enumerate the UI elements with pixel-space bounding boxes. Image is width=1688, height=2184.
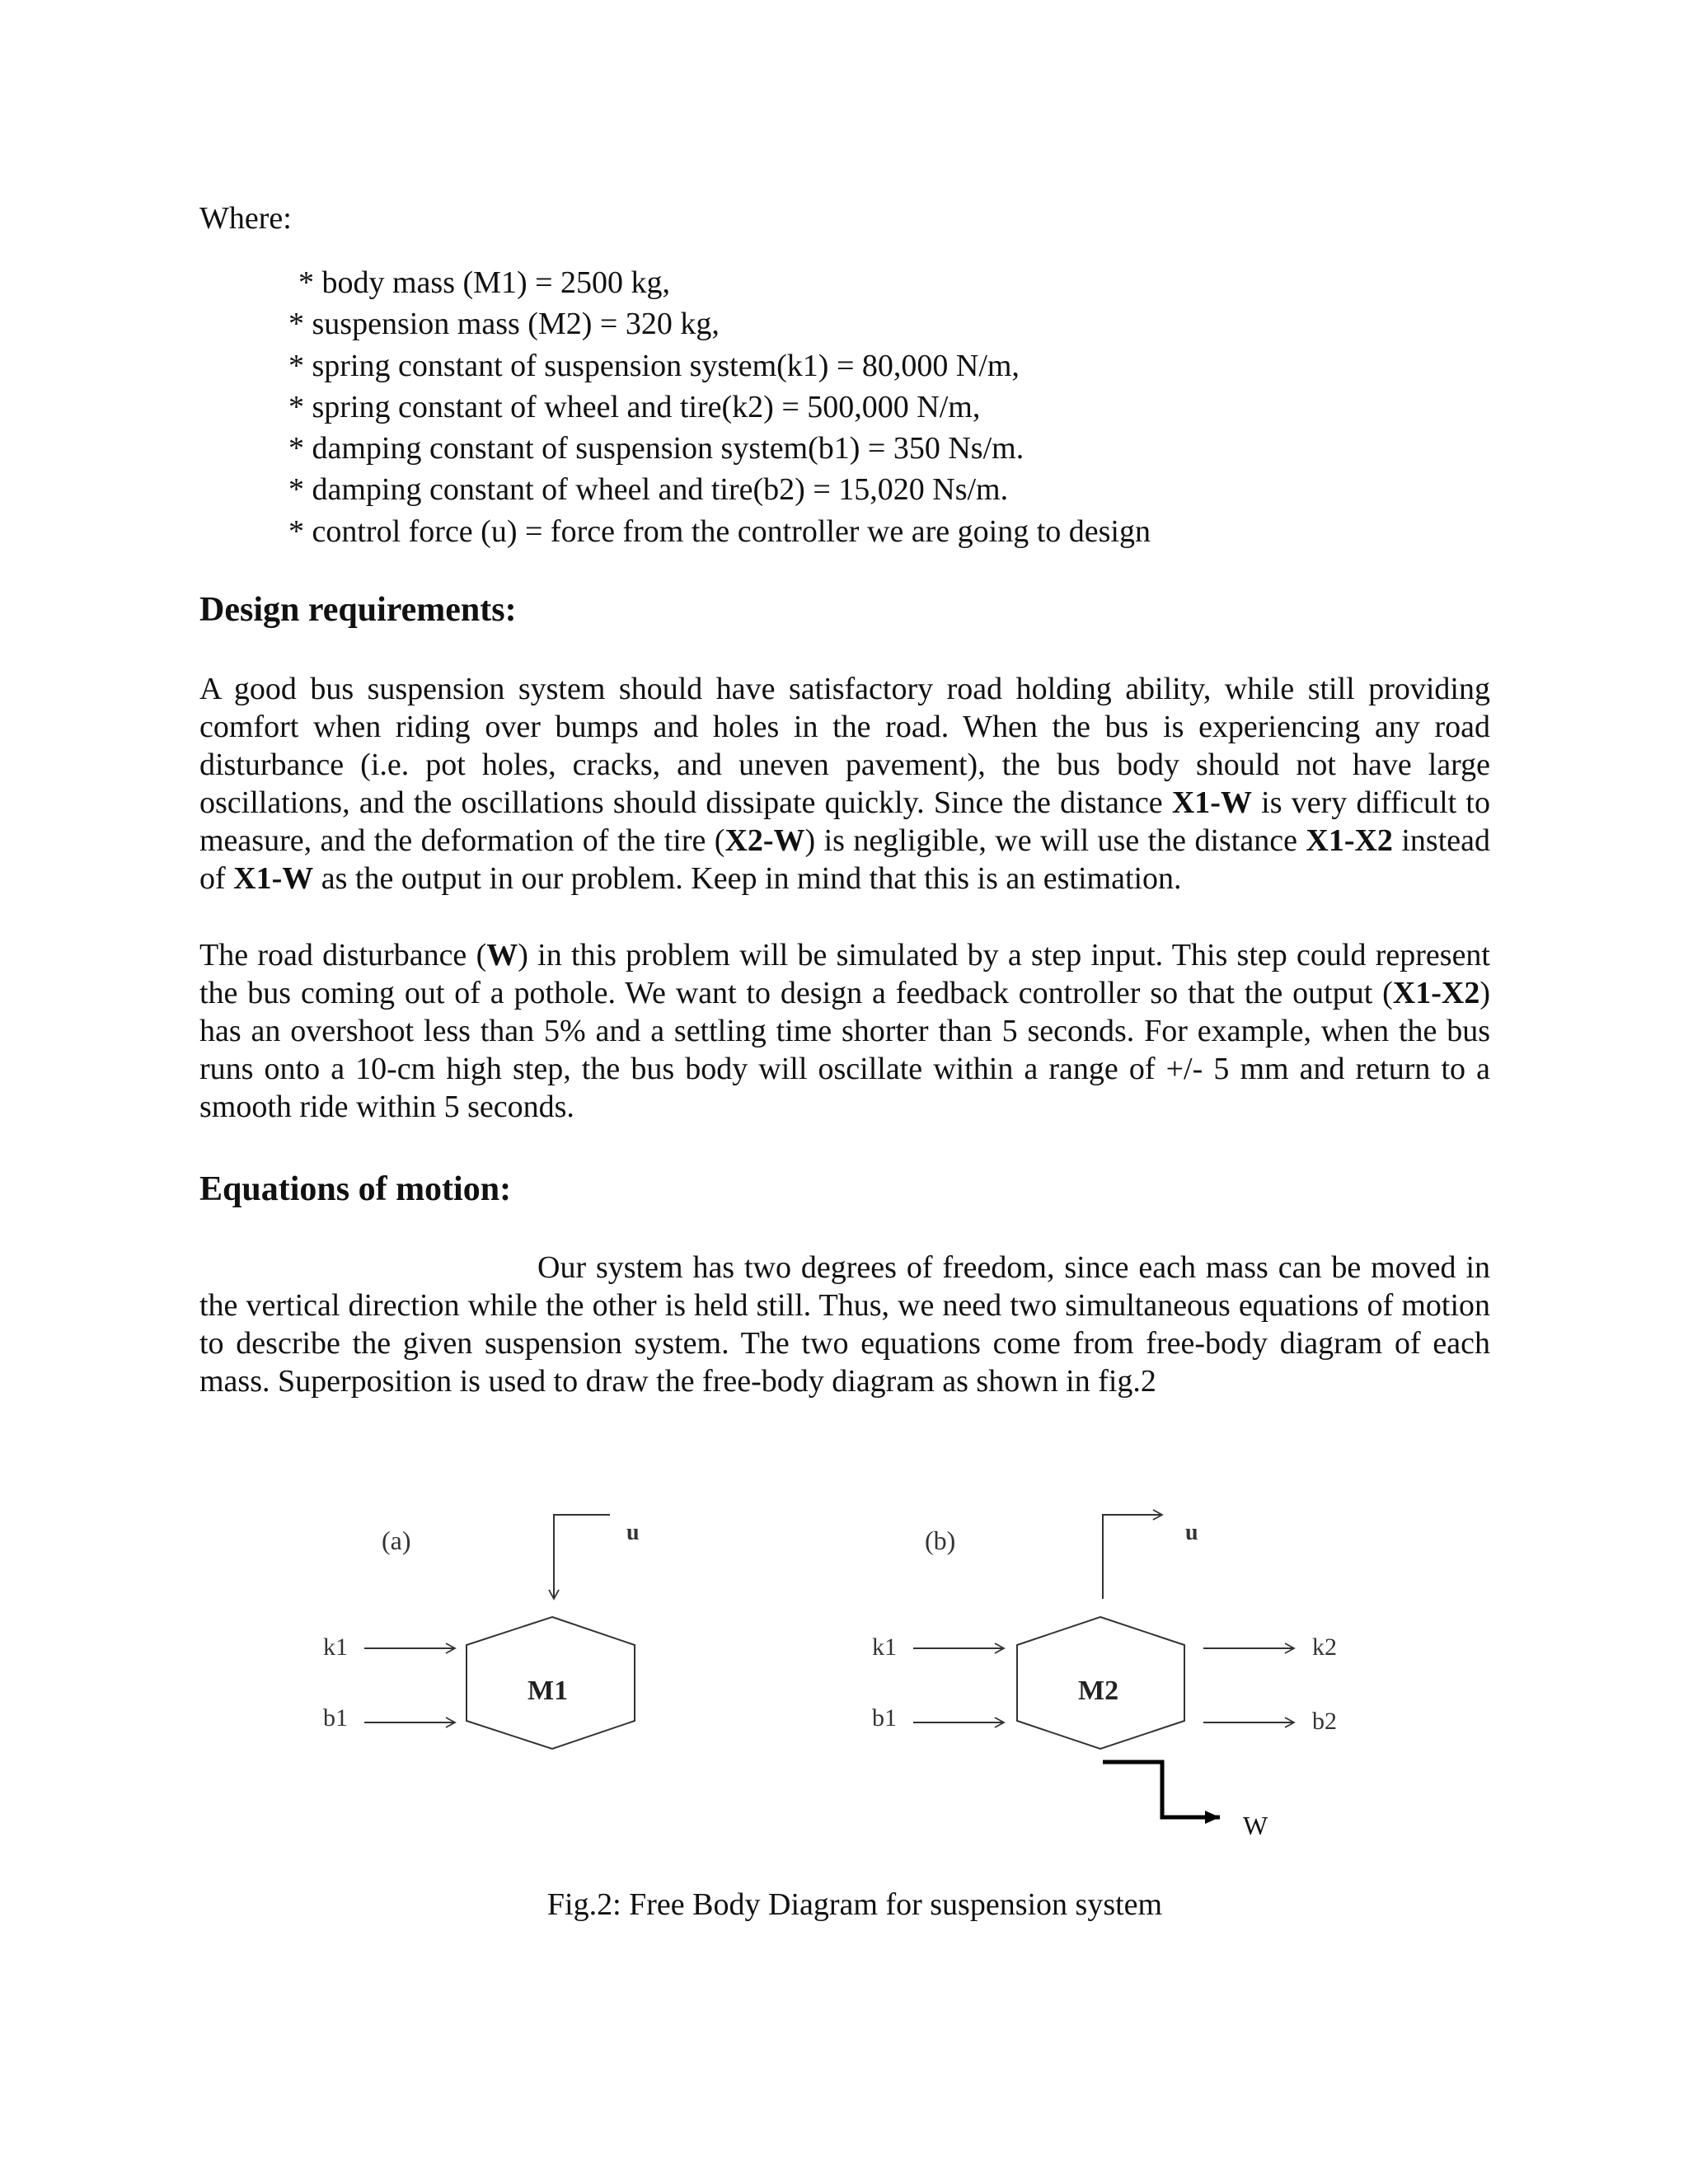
equations-paragraph: Our system has two degrees of freedom, since each mass can be moved in the vertical direction while the other is held still. Thus, we need two simultaneous equations of motion to describe the given suspension system. The two equations come from free-body diagram of each mass. Superposition is used to draw the free-body diagram as shown in fig.2 [199,1250,1490,1399]
k1-label: k1 [872,1633,897,1661]
free-body-diagram-figure [305,1483,1393,1879]
parameter-list [288,262,1151,552]
bold-term: X1-W [233,861,314,896]
text-run: ) has an overshoot less than 5% and a settling time shorter than 5 seconds. For example, when the bus runs onto a 10-cm high step, the bus body will oscillate within a range of +/- 5 mm and return to a smooth ride within 5 seconds. [199,976,1490,1124]
w-disturbance-arrow [1103,1762,1220,1817]
bold-term: X1-W [1171,785,1252,820]
bold-term: X2-W [724,823,805,858]
u-force-label: u [1185,1520,1198,1545]
panel-b-label: (b) [925,1526,956,1555]
b1-label: b1 [323,1704,348,1732]
text-run: ) is negligible, we will use the distance [804,823,1306,858]
bold-term: X1-X2 [1392,976,1480,1010]
parameter-item: * control force (u) = force from the controller we are going to design [288,513,1151,549]
k1-label: k1 [323,1633,348,1661]
bold-term: W [486,938,518,972]
where-label: Where: [199,201,292,236]
k2-label: k2 [1312,1633,1337,1661]
text-run: A good bus suspension system should have satisfactory road holding ability, while still providing comfort when riding over bumps and holes in the road. When the bus is experiencing any road disturbance (i.e. pot holes, cracks, and uneven pavement), the bus body should not have large oscillations, and the oscillations should dissipate quickly. Since the distance [199,672,1490,820]
bold-term: X1-X2 [1306,823,1393,858]
figure-caption [0,1886,1688,1924]
design-paragraph-2 [199,936,1490,1126]
design-paragraph-1 [199,670,1490,898]
panel-a-label: (a) [382,1526,411,1555]
parameter-item: * suspension mass (M2) = 320 kg, [288,307,720,342]
parameter-item: * spring constant of suspension system(k1) = 80,000 N/m, [288,348,1020,383]
mass-m2-label: M2 [1078,1675,1119,1706]
parameter-item: * body mass (M1) = 2500 kg, [298,265,671,300]
equations-of-motion-heading: Equations of motion: [199,1170,512,1208]
w-label: W [1243,1811,1268,1840]
text-run: The road disturbance ( [199,938,487,972]
figure-caption-text: Fig.2: Free Body Diagram for suspension system [546,1887,1163,1922]
u-force-arrow [1103,1515,1162,1599]
text-run: is very difficult to measure, and the deformation of the tire ( [199,785,1490,858]
u-force-label: u [626,1520,640,1545]
u-force-arrow [554,1515,610,1599]
parameter-item: * damping constant of wheel and tire(b2) = 15,020 Ns/m. [288,472,1009,508]
b2-label: b2 [1312,1708,1337,1735]
parameter-item: * spring constant of wheel and tire(k2) = 500,000 N/m, [288,389,981,424]
design-requirements-heading: Design requirements: [199,591,517,629]
text-run: instead of [199,823,1490,896]
text-run: as the output in our problem. Keep in mind that this is an estimation. [313,861,1182,896]
mass-m1-label: M1 [528,1675,569,1706]
panel-b [872,1515,1337,1840]
b1-label: b1 [872,1704,897,1732]
parameter-item: * damping constant of suspension system(b1) = 350 Ns/m. [288,431,1025,466]
free-body-diagram [305,1483,1393,1879]
text-run: ) in this problem will be simulated by a step input. This step could represent the bus coming out of a pothole. We want to design a feedback controller so that the output ( [199,938,1490,1010]
panel-a [323,1515,640,1749]
